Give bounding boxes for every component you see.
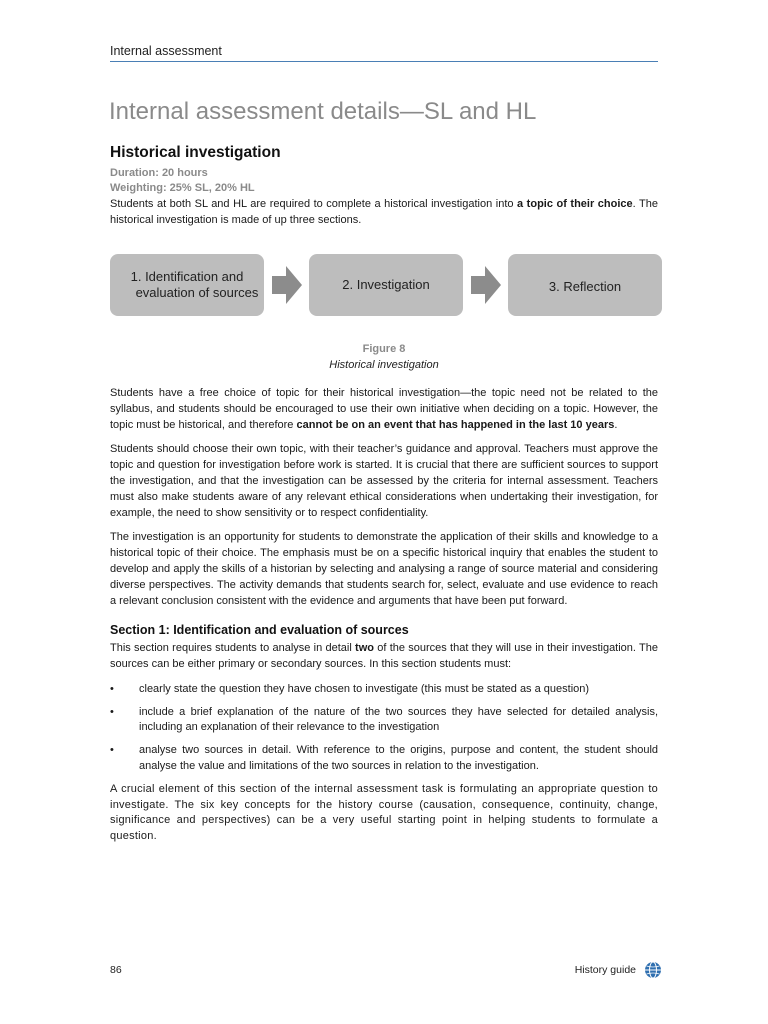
- main-content: [110, 145, 658, 854]
- paragraph-teacher-guidance: Students should choose their own topic, with their teacher’s guidance and approval. Teachers must approve the topic and question for investigation before work is started. It is crucial that there are sufficient sources to support the investigation, and that the investigation can be assessed by the criteria for internal assessment. Teachers must also make students aware of any relevant ethical considerations when undertaking their investigation, for example, the need to show sensitivity or to respect confidentiality.: [110, 443, 658, 519]
- step-identification-box: 1. Identification and evaluation of sources: [110, 254, 264, 316]
- step-reflection-box: 3. Reflection: [508, 254, 662, 316]
- list-item: • include a brief explanation of the nature of the two sources they have selected for detailed analysis, including an explanation of their relevance to the investigation: [110, 705, 658, 734]
- paragraph-opportunity: The investigation is an opportunity for students to demonstrate the application of their skills and knowledge to a historical topic of their choice. The emphasis must be on a specific historical inquiry that enables the student to develop and apply the skills of a historian by selecting and analysing a range of source material and considering diverse perspectives. The activity demands that students search for, select, evaluate and use evidence to reach a relevant conclusion consistent with the evidence and arguments that have been put forward.: [110, 531, 658, 607]
- step-investigation-box: 2. Investigation: [309, 254, 463, 316]
- arrow-right-icon: [471, 266, 501, 304]
- weighting-text: Weighting: 25% SL, 20% HL: [110, 182, 255, 195]
- arrow-right-icon: [272, 266, 302, 304]
- page-title: Internal assessment details—SL and HL: [109, 98, 537, 125]
- duration-text: Duration: 20 hours: [110, 166, 208, 179]
- figure-title: Historical investigation: [329, 359, 439, 372]
- section1-heading: Section 1: Identification and evaluation of sources: [110, 623, 409, 638]
- process-diagram: [110, 254, 658, 318]
- ib-globe-logo-icon: [644, 961, 662, 979]
- closing-paragraph: A crucial element of this section of the internal assessment task is formulating an appropriate question to investigate. The six key concepts for the history course (causation, consequence, continuity, change, significance and perspectives) can be a very useful starting point in helping students to formulate a question.: [110, 782, 658, 843]
- requirements-list: [110, 682, 658, 775]
- intro-paragraph: Students at both SL and HL are required to complete a historical investigation into a topic of their choice. The historical investigation is made of up three sections.: [110, 197, 658, 226]
- guide-title: History guide: [574, 964, 636, 976]
- section1-intro: This section requires students to analyse in detail two of the sources that they will use in their investigation. The sources can be either primary or secondary sources. In this section students must:: [110, 642, 658, 670]
- page-number: 86: [110, 964, 122, 976]
- figure-caption: [110, 342, 658, 374]
- list-item: • clearly state the question they have chosen to investigate (this must be stated as a question): [110, 682, 590, 695]
- section-heading: Historical investigation: [110, 144, 281, 161]
- running-header: Internal assessment: [110, 44, 658, 62]
- list-item: • analyse two sources in detail. With reference to the origins, purpose and content, the student should analyse the value and limitations of the two sources in relation to the investigation.: [110, 744, 658, 772]
- figure-label: Figure 8: [362, 343, 406, 356]
- paragraph-free-choice: Students have a free choice of topic for their historical investigation—the topic need not be related to the syllabus, and students should be encouraged to use their own initiative when deciding on a topic. However, the topic must be historical, and therefore cannot be on an event that has happened in the last 10 years.: [110, 386, 658, 431]
